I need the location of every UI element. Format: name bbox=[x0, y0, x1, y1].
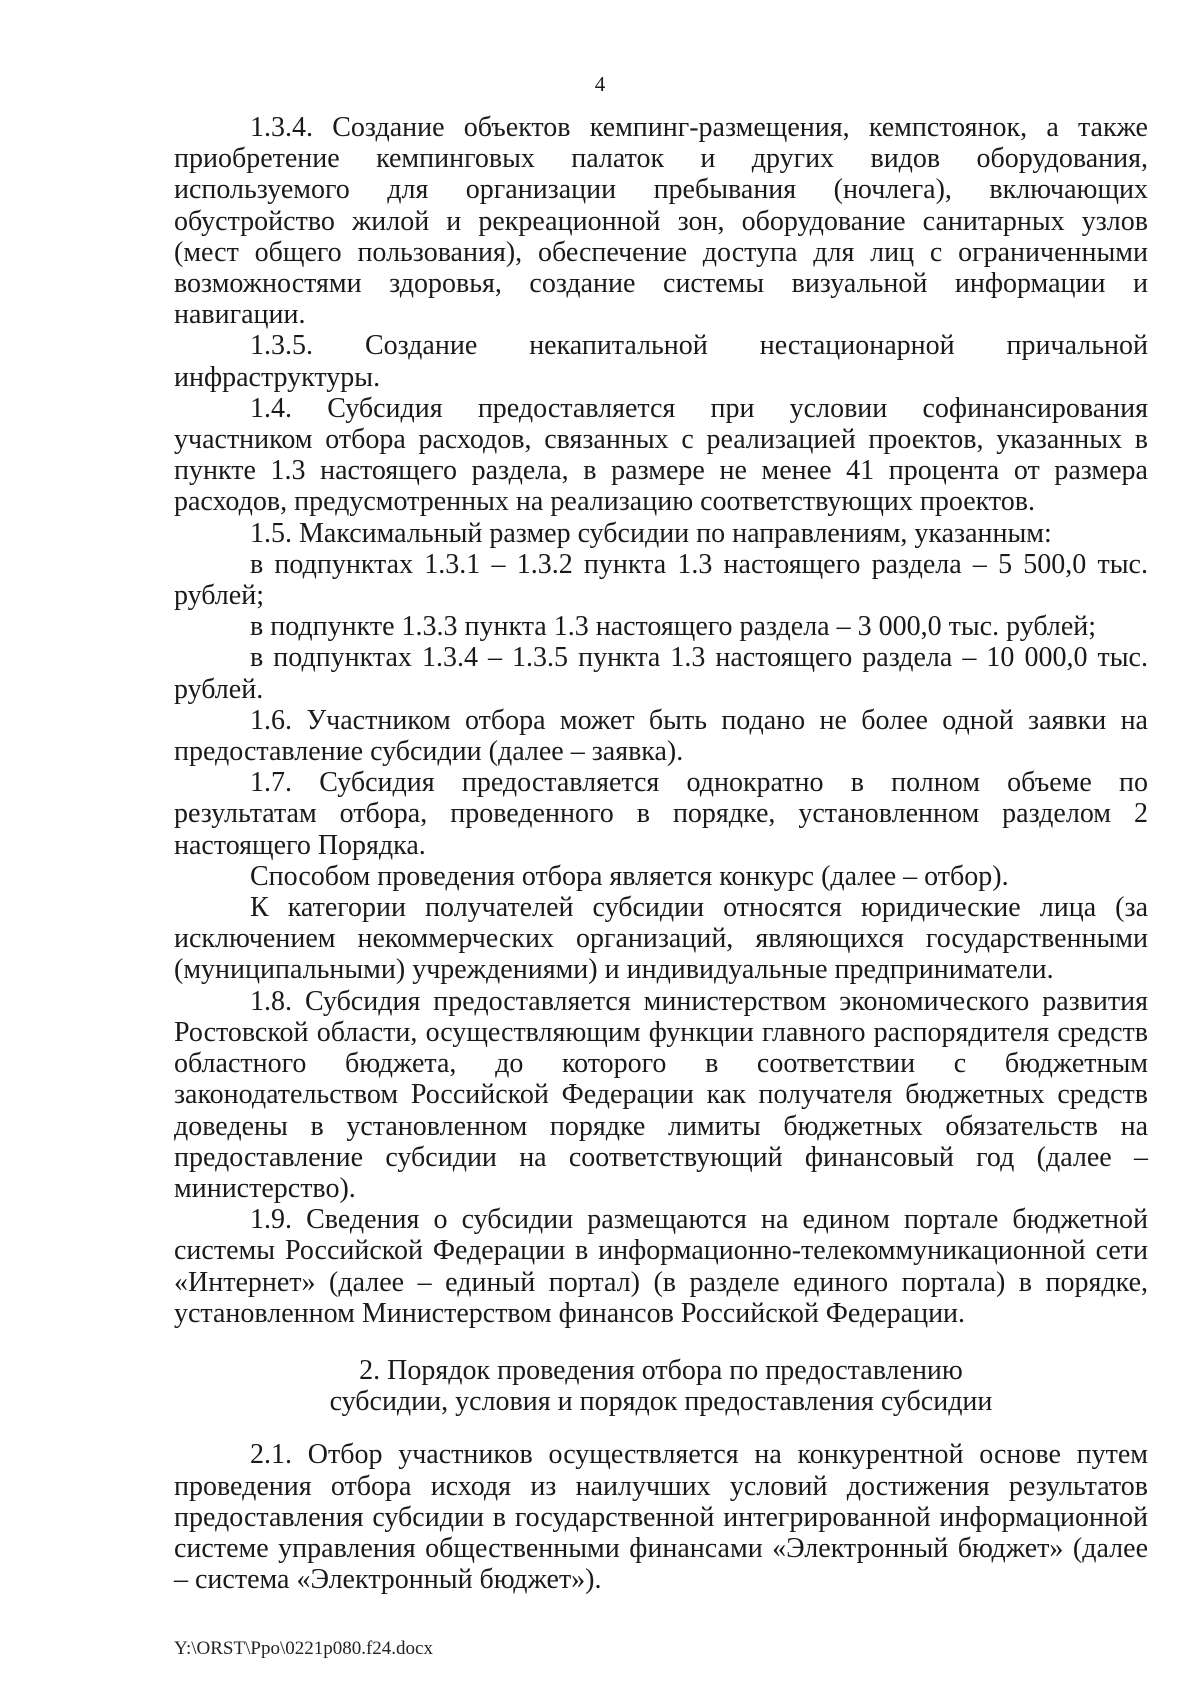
section-heading-line-2: субсидии, условия и порядок предоставления субсидии bbox=[329, 1386, 993, 1418]
paragraph-1-5-item-1: в подпунктах 1.3.1 – 1.3.2 пункта 1.3 настоящего раздела – 5 500,0 тыс. рублей; bbox=[174, 548, 1148, 612]
paragraph-1-9: 1.9. Сведения о субсидии размещаются на едином портале бюджетной системы Российской Федерации в информационно-телекоммуникационной сети «Интернет» (далее – единый портал) (в разделе единого портала) в порядке, установленном Министерством финансов Российской Федерации. bbox=[174, 1204, 1148, 1329]
page-number: 4 bbox=[594, 72, 606, 96]
paragraph-1-4: 1.4. Субсидия предоставляется при условии софинансирования участником отбора расходов, связанных с реализацией проектов, указанных в пункте 1.3 настоящего раздела, в размере не менее 41 процента от размера расходов, предусмотренных на реализацию соответствующих проектов. bbox=[174, 392, 1148, 518]
paragraph-1-3-5: 1.3.5. Создание некапитальной нестационарной причальной инфраструктуры. bbox=[174, 330, 1148, 393]
section-heading-line-1: 2. Порядок проведения отбора по предоставлению bbox=[359, 1354, 963, 1386]
section-heading bbox=[174, 1355, 1148, 1417]
paragraph-recipient-category: К категории получателей субсидии относятся юридические лица (за исключением некоммерческих организаций, являющихся государственными (муниципальными) учреждениями) и индивидуальные предприниматели. bbox=[174, 892, 1148, 986]
paragraph-1-6: 1.6. Участником отбора может быть подано не более одной заявки на предоставление субсидии (далее – заявка). bbox=[174, 704, 1148, 768]
paragraph-2-1: 2.1. Отбор участников осуществляется на конкурентной основе путем проведения отбора исходя из наилучших условий достижения результатов предоставления субсидии в государственной интегрированной информационной системе управления общественными финансами «Электронный бюджет» (далее – система «Электронный бюджет»). bbox=[174, 1439, 1148, 1596]
paragraph-1-5: 1.5. Максимальный размер субсидии по направлениям, указанным: bbox=[250, 517, 1052, 549]
footer-file-path: Y:\ORST\Ppo\0221p080.f24.docx bbox=[174, 1638, 433, 1659]
paragraph-1-7: 1.7. Субсидия предоставляется однократно в полном объеме по результатам отбора, проведенного в порядке, установленном разделом 2 настоящего Порядка. bbox=[174, 767, 1148, 861]
paragraph-selection-method: Способом проведения отбора является конкурс (далее – отбор). bbox=[250, 860, 1009, 892]
paragraph-1-3-4: 1.3.4. Создание объектов кемпинг-размещения, кемпстоянок, а также приобретение кемпинговых палаток и других видов оборудования, используемого для организации пребывания (ночлега), включающих обустройство жилой и рекреационной зон, оборудование санитарных узлов (мест общего пользования), обеспечение доступа для лиц с ограниченными возможностями здоровья, создание системы визуальной информации и навигации. bbox=[174, 112, 1148, 331]
paragraph-1-5-item-3: в подпунктах 1.3.4 – 1.3.5 пункта 1.3 настоящего раздела – 10 000,0 тыс. рублей. bbox=[174, 642, 1148, 705]
paragraph-1-8: 1.8. Субсидия предоставляется министерством экономического развития Ростовской области, осуществляющим функции главного распорядителя средств областного бюджета, до которого в соответствии с бюджетным законодательством Российской Федерации как получателя бюджетных средств доведены в установленном порядке лимиты бюджетных обязательств на предоставление субсидии на соответствующий финансовый год (далее – министерство). bbox=[174, 985, 1148, 1204]
document-body bbox=[174, 112, 1148, 1595]
paragraph-1-5-item-2: в подпункте 1.3.3 пункта 1.3 настоящего раздела – 3 000,0 тыс. рублей; bbox=[250, 611, 1097, 643]
